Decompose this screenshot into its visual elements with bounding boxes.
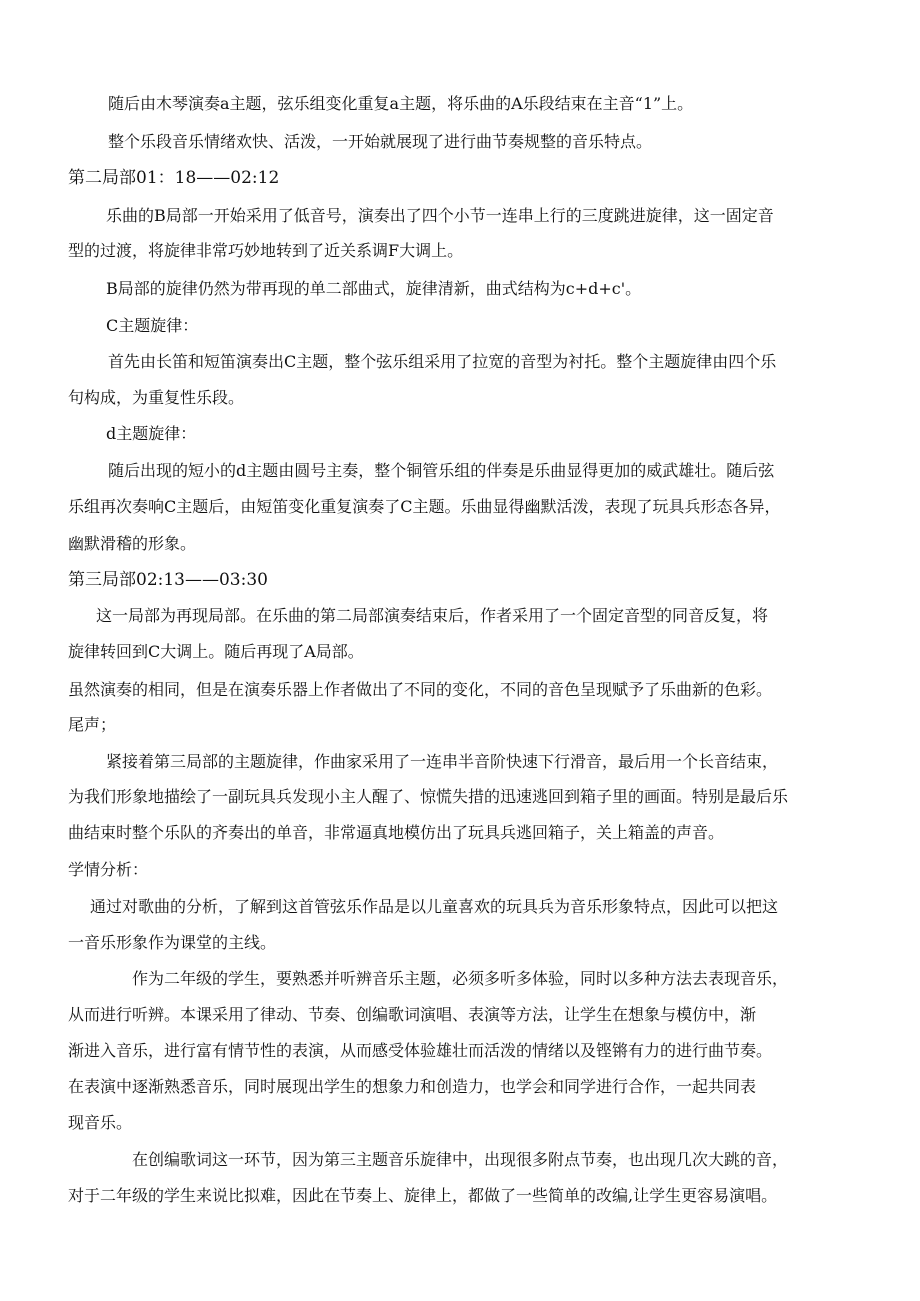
text-line: 虽然演奏的相同，但是在演奏乐器上作者做出了不同的变化，不同的音色呈现赋予了乐曲新的色彩。 [68,680,773,699]
text-line: 曲结束时整个乐队的齐奏出的单音，非常逼真地模仿出了玩具兵逃回箱子，关上箱盖的声音。 [68,823,725,842]
text-line: 从而进行听辨。本课采用了律动、节奏、创编歌词演唱、表演等方法，让学生在想象与模仿中，渐 [68,1005,757,1024]
text-line: 型的过渡，将旋律非常巧妙地转到了近关系调F大调上。 [68,241,464,260]
text-line: 随后出现的短小的d主题由圆号主奏，整个铜管乐组的伴奏是乐曲显得更加的威武雄壮。随后弦 [108,461,775,480]
text-line: 旋律转回到C大调上。随后再现了A局部。 [68,642,364,661]
text-line: 在创编歌词这一环节，因为第三主题音乐旋律中，出现很多附点节奏，也出现几次大跳的音， [132,1150,789,1169]
sub-heading: d主题旋律： [106,424,197,443]
text-line: 幽默滑稽的形象。 [68,534,197,553]
section-heading: 尾声； [68,715,117,734]
text-line: B局部的旋律仍然为带再现的单二部曲式，旋律清新，曲式结构为c+d+c'。 [106,279,642,298]
text-line: 渐进入音乐，进行富有情节性的表演，从而感受体验雄壮而活泼的情绪以及铿锵有力的进行曲节奏。 [68,1041,773,1060]
text-line: 对于二年级的学生来说比拟难，因此在节奏上、旋律上，都做了一些简单的改编,让学生更容易演唱。 [68,1186,778,1205]
text-line: 为我们形象地描绘了一副玩具兵发现小主人醒了、惊慌失措的迅速逃回到箱子里的画面。特别是最后乐 [68,787,789,806]
text-line: 紧接着第三局部的主题旋律，作曲家采用了一连串半音阶快速下行滑音，最后用一个长音结束， [106,752,779,771]
text-line: 句构成，为重复性乐段。 [68,388,245,407]
text-line: 这一局部为再现局部。在乐曲的第二局部演奏结束后，作者采用了一个固定音型的同音反复，将 [96,606,769,625]
text-line: 作为二年级的学生，要熟悉并听辨音乐主题，必须多听多体验，同时以多种方法去表现音乐， [132,969,789,988]
text-line: 在表演中逐渐熟悉音乐，同时展现出学生的想象力和创造力，也学会和同学进行合作，一起共同表 [68,1077,757,1096]
section-heading: 第三局部02:13——03:30 [68,570,268,590]
text-line: 整个乐段音乐情绪欢快、活泼，一开始就展现了进行曲节奏规整的音乐特点。 [108,132,653,151]
text-line: 通过对歌曲的分析，了解到这首管弦乐作品是以儿童喜欢的玩具兵为音乐形象特点，因此可以把这 [90,897,779,916]
text-line: 随后由木琴演奏a主题，弦乐组变化重复a主题，将乐曲的A乐段结束在主音“1”上。 [108,94,694,113]
text-line: 现音乐。 [68,1113,133,1132]
text-line: 首先由长笛和短笛演奏出C主题，整个弦乐组采用了拉宽的音型为衬托。整个主题旋律由四个乐 [108,352,777,371]
text-line: 乐组再次奏响C主题后，由短笛变化重复演奏了C主题。乐曲显得幽默活泼，表现了玩具兵形态各异， [68,497,781,516]
section-heading: 学情分析： [68,860,149,879]
section-heading: 第二局部01：18——02:12 [68,168,280,188]
text-line: 乐曲的B局部一开始采用了低音号，演奏出了四个小节一连串上行的三度跳进旋律，这一固定音 [106,206,774,225]
sub-heading: C主题旋律： [106,316,199,335]
text-line: 一音乐形象作为课堂的主线。 [68,933,277,952]
